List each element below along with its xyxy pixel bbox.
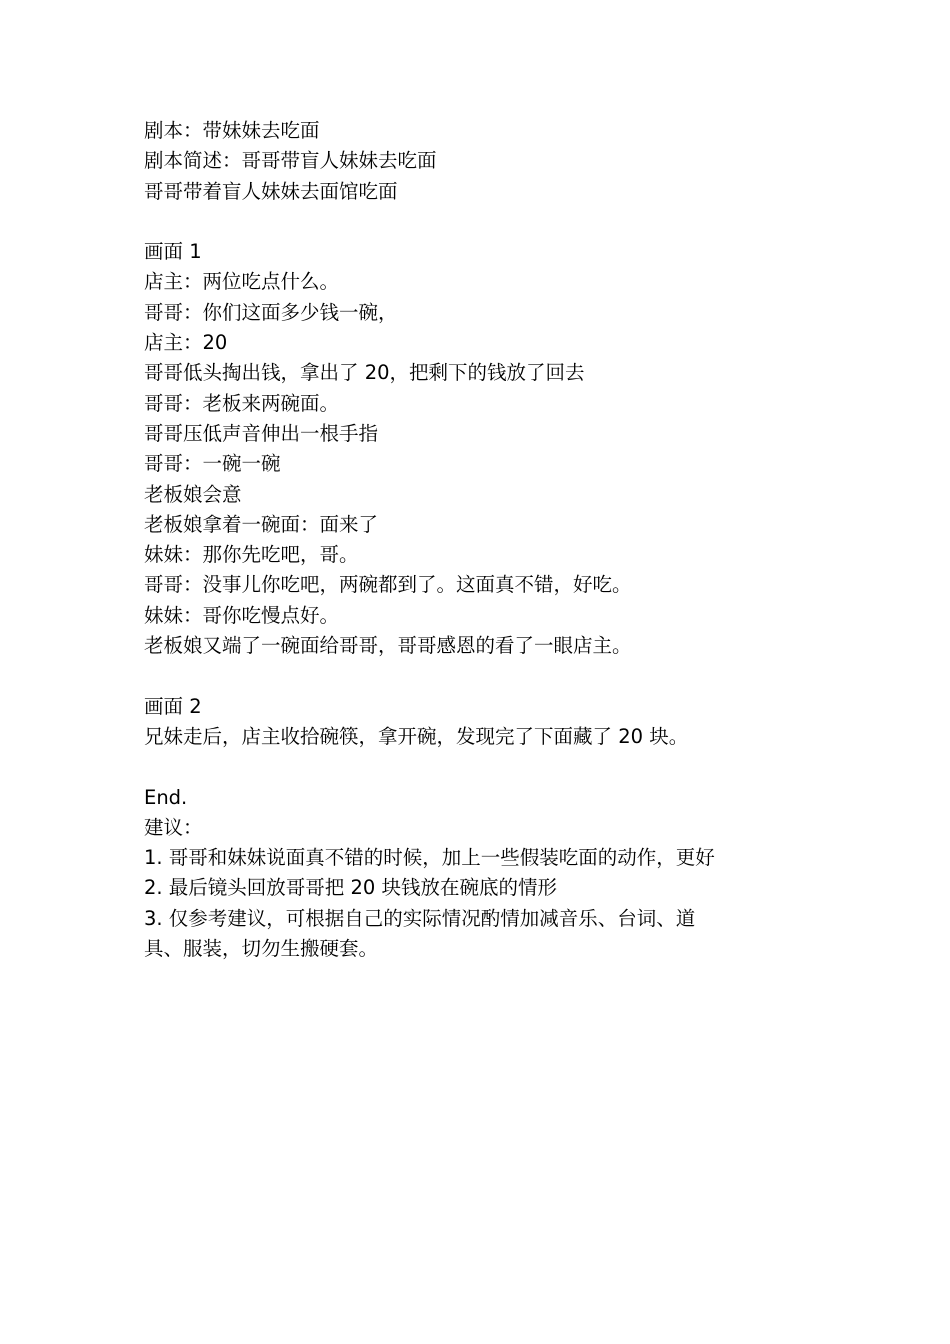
scene-1-line: 哥哥：没事儿你吃吧，两碗都到了。这面真不错，好吃。	[144, 573, 632, 597]
scene-1-line: 哥哥：老板来两碗面。	[144, 391, 340, 415]
scene-1-line: 老板娘会意	[144, 482, 242, 506]
script-title: 剧本：带妹妹去吃面	[144, 119, 320, 142]
document-body	[144, 116, 784, 964]
scene-1-line: 妹妹：那你先吃吧，哥。	[144, 543, 359, 567]
suggestion-item: 具、服装，切勿生搬硬套。	[144, 937, 379, 961]
scene-1-line: 哥哥：一碗一碗	[144, 452, 281, 476]
script-summary: 剧本简述：哥哥带盲人妹妹去吃面	[144, 149, 437, 173]
scene-2-line: 兄妹走后，店主收拾碗筷，拿开碗，发现完了下面藏了 20 块。	[144, 724, 689, 748]
suggestion-item: 3. 仅参考建议，可根据自己的实际情况酌情加减音乐、台词、道	[144, 906, 696, 930]
scene-1-line: 哥哥压低声音伸出一根手指	[144, 421, 379, 445]
scene-2-heading: 画面 2	[144, 694, 202, 718]
scene-1-line: 哥哥：你们这面多少钱一碗，	[144, 300, 398, 324]
suggestions-heading: 建议：	[144, 815, 203, 839]
scene-1-line: 店主：两位吃点什么。	[144, 270, 340, 294]
scene-1-line: 哥哥低头掏出钱，拿出了 20，把剩下的钱放了回去	[144, 361, 585, 385]
spacer	[144, 207, 784, 237]
suggestion-item: 1. 哥哥和妹妹说面真不错的时候，加上一些假装吃面的动作，更好	[144, 846, 715, 870]
suggestion-item: 2. 最后镜头回放哥哥把 20 块钱放在碗底的情形	[144, 876, 558, 900]
scene-1-line: 店主：20	[144, 331, 228, 355]
spacer	[144, 661, 784, 691]
script-intro: 哥哥带着盲人妹妹去面馆吃面	[144, 179, 398, 203]
scene-1-heading: 画面 1	[144, 240, 202, 264]
scene-1-line: 老板娘拿着一碗面：面来了	[144, 512, 379, 536]
spacer	[144, 752, 784, 782]
scene-1-line: 老板娘又端了一碗面给哥哥，哥哥感恩的看了一眼店主。	[144, 634, 632, 658]
scene-1-line: 妹妹：哥你吃慢点好。	[144, 603, 340, 627]
end-marker: End.	[144, 785, 188, 809]
